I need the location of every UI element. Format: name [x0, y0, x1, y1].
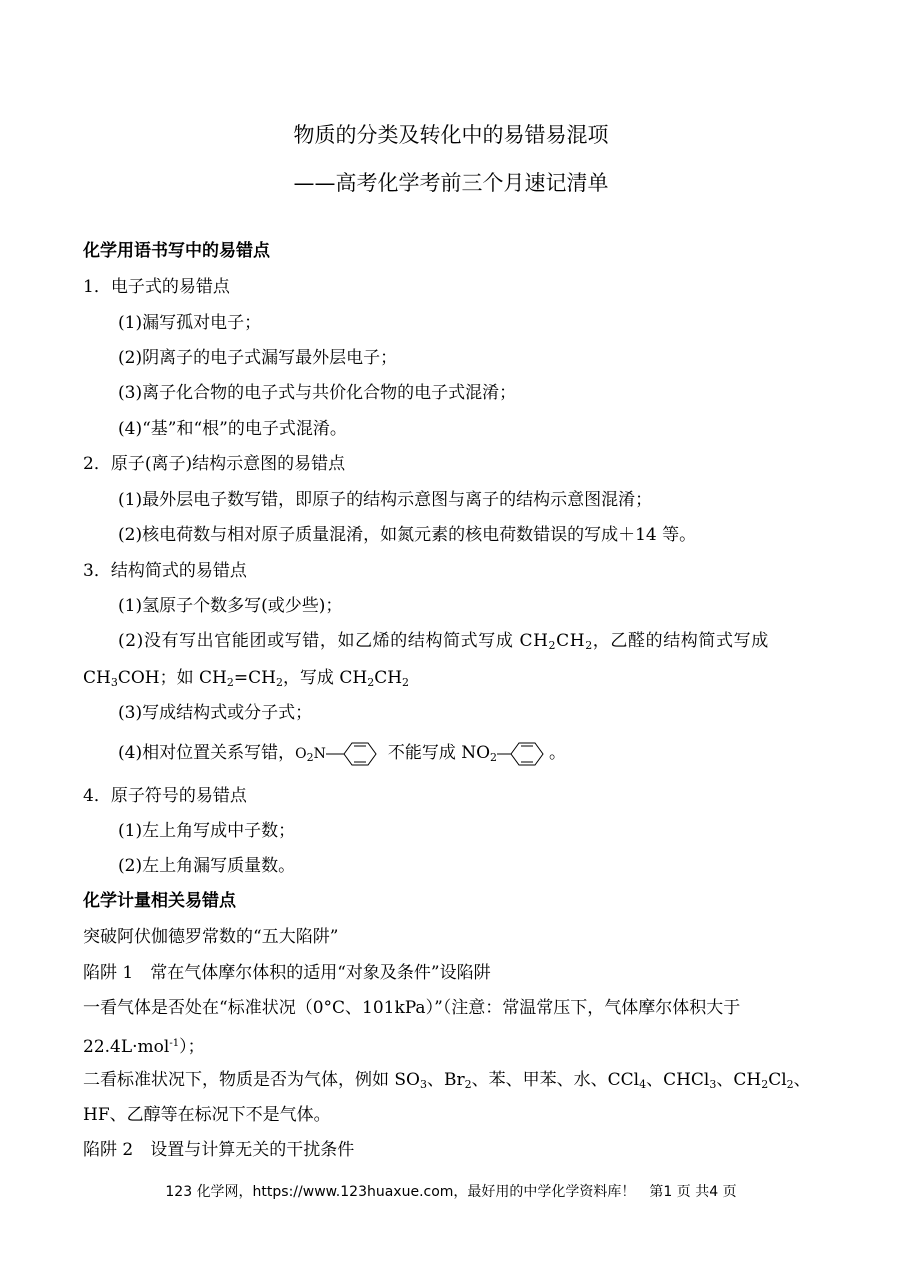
benzene-ring-icon: [497, 741, 549, 767]
paragraph: 一看气体是否处在“标准状况（0°C、101kPa）”（注意：常温常压下，气体摩尔体积大于: [83, 998, 741, 1018]
item1-head: 1．电子式的易错点: [83, 277, 230, 297]
paragraph: 22.4L·mol$^{-1}$）；: [83, 1037, 205, 1057]
item2-head: 2．原子(离子)结构示意图的易错点: [83, 454, 346, 474]
section2-intro: 突破阿伏伽德罗常数的“五大陷阱”: [83, 927, 339, 947]
item3-head: 3．结构简式的易错点: [83, 561, 247, 581]
paragraph: HF、乙醇等在标况下不是气体。: [83, 1105, 331, 1125]
item1-line: (3)离子化合物的电子式与共价化合物的电子式混淆；: [118, 383, 517, 403]
item4-line: (2)左上角漏写质量数。: [118, 856, 296, 876]
item2-line: (2)核电荷数与相对原子质量混淆，如氮元素的核电荷数错误的写成＋14 等。: [118, 525, 697, 545]
trap-1-heading: 陷阱 1 常在气体摩尔体积的适用“对象及条件”设陷阱: [83, 963, 491, 983]
benzene-ring-icon: [326, 741, 388, 767]
doc-subtitle: ——高考化学考前三个月速记清单: [293, 171, 609, 195]
trap-2-heading: 陷阱 2 设置与计算无关的干扰条件: [83, 1140, 355, 1160]
item2-line: (1)最外层电子数写错，即原子的结构示意图与离子的结构示意图混淆；: [118, 490, 653, 510]
item1-line: (1)漏写孤对电子；: [118, 313, 262, 333]
item3-line: (1)氢原子个数多写(或少些)；: [118, 596, 343, 616]
item1-line: (2)阴离子的电子式漏写最外层电子；: [118, 348, 398, 368]
section-heading-1: 化学用语书写中的易错点: [83, 241, 270, 261]
page-footer: 123 化学网，https://www.123huaxue.com，最好用的中学化学资料库！ 第1 页 共4 页: [165, 1184, 737, 1200]
paragraph: 二看标准状况下，物质是否为气体，例如 $SO_3$、$Br_2$、苯、甲苯、水、CCl$_4$、CHCl$_3$、$CH_2Cl_2$、: [83, 1070, 811, 1091]
doc-title: 物质的分类及转化中的易错易混项: [293, 123, 609, 147]
item4-head: 4．原子符号的易错点: [83, 786, 247, 806]
item3-line-3: $CH_3COH$；如 $CH_2=CH_2$，写成 $CH_2CH_2$: [83, 668, 410, 689]
item3-line-2: (2)没有写出官能团或写错，如乙烯的结构简式写成 $CH_2CH_2$，乙醛的结构简式写成: [118, 631, 769, 652]
section-heading-2: 化学计量相关易错点: [83, 891, 236, 911]
item3-line: (3)写成结构式或分子式；: [118, 703, 313, 723]
item3-line-5: (4)相对位置关系写错，$O_2N$ 不能写成 $NO_2$ 。: [118, 740, 566, 771]
item1-line: (4)“基”和“根”的电子式混淆。: [118, 419, 347, 439]
item4-line: (1)左上角写成中子数；: [118, 821, 296, 841]
